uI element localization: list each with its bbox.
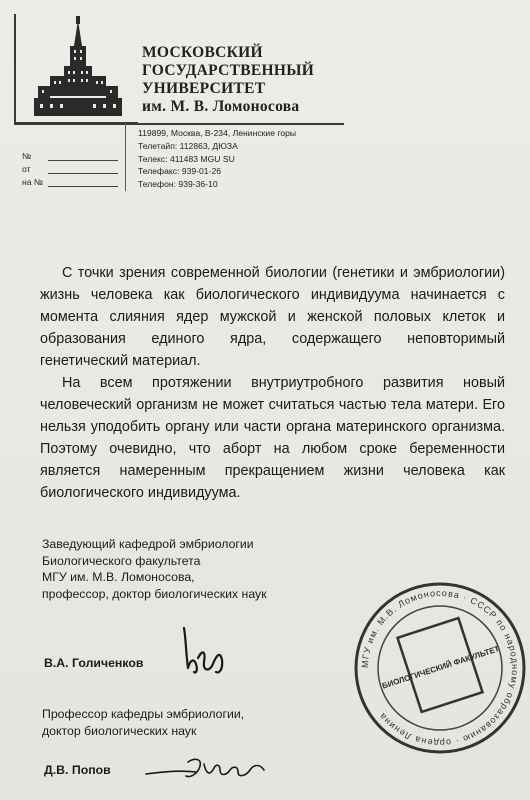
ref-date-label: от: [22, 164, 31, 174]
body-paragraph-2: На всем протяжении внутриутробного развития новый человеческий организм не может считаться частью тела матери. Его нельзя уподобить органу или части органа материнского организма. Поэтому очевидно, что аборт на любом сроке беременности является намеренным прекращением жизни человека как биологического индивидуума.: [40, 375, 505, 501]
signatory-2-name: Д.В. Попов: [44, 763, 111, 777]
ref-date-field: [22, 163, 43, 176]
ref-date-line: [48, 173, 118, 174]
telex-line: Телекс: 411483 MGU SU: [138, 153, 235, 164]
ref-reply-label: на №: [22, 177, 44, 187]
signatory-1-name: В.А. Голиченков: [44, 656, 144, 670]
signatory-1-university: МГУ им. М.В. Ломоносова,: [42, 570, 195, 584]
phone-line: Телефон: 939-36-10: [138, 179, 218, 190]
signatory-2-degree: доктор биологических наук: [42, 724, 197, 738]
msu-logo: [14, 14, 138, 124]
signatory-1-degree: профессор, доктор биологических наук: [42, 586, 267, 601]
university-name-line: им. М. В. Ломоносова: [142, 98, 300, 115]
ref-reply-field: [22, 176, 43, 189]
ref-number-field: [22, 150, 43, 163]
university-name: [142, 44, 382, 116]
reference-fields: [22, 150, 43, 189]
university-name-line: МОСКОВСКИЙ: [142, 44, 263, 61]
letter-body: [40, 262, 505, 504]
signature-1-icon: [176, 620, 240, 680]
faculty-stamp-icon: [352, 580, 528, 756]
university-name-line: УНИВЕРСИТЕТ: [142, 80, 266, 97]
signatory-1-title: [42, 536, 267, 602]
body-paragraph-1: С точки зрения современной биологии (генетики и эмбриологии) жизнь человека как биологического индивидуума начинается с момента слияния ядер мужской и женской половых клеток и образования единого ядра, содержащего неповторимый генетический материал.: [40, 265, 505, 369]
signatory-1-faculty: Биологического факультета: [42, 553, 201, 568]
signatory-2-position: Профессор кафедры эмбриологии,: [42, 707, 245, 721]
telefax-line: Телефакс: 939-01-26: [138, 166, 222, 177]
teletype-line: Телетайп: 112863, ДЮЗА: [138, 140, 238, 151]
contact-divider: [125, 123, 126, 191]
signature-2-icon: [140, 752, 270, 784]
university-name-line: ГОСУДАРСТВЕННЫЙ: [142, 62, 315, 79]
stamp-outer-text: МГУ им. М.В. Ломоносова · СССР по народному образованию · ордена Ленина: [359, 587, 521, 749]
stamp-inner-text: БИОЛОГИЧЕСКИЙ ФАКУЛЬТЕТ: [380, 644, 501, 691]
ref-number-label: №: [22, 151, 32, 161]
msu-building-icon: [30, 16, 126, 120]
ref-number-line: [48, 160, 118, 161]
signatory-2-title: [42, 706, 244, 740]
header-divider: [14, 123, 344, 125]
signatory-1-position: Заведующий кафедрой эмбриологии: [42, 537, 254, 551]
address-line: 119899, Москва, В-234, Ленинские горы: [138, 128, 297, 138]
contact-info: [138, 127, 338, 191]
ref-reply-line: [48, 186, 118, 187]
